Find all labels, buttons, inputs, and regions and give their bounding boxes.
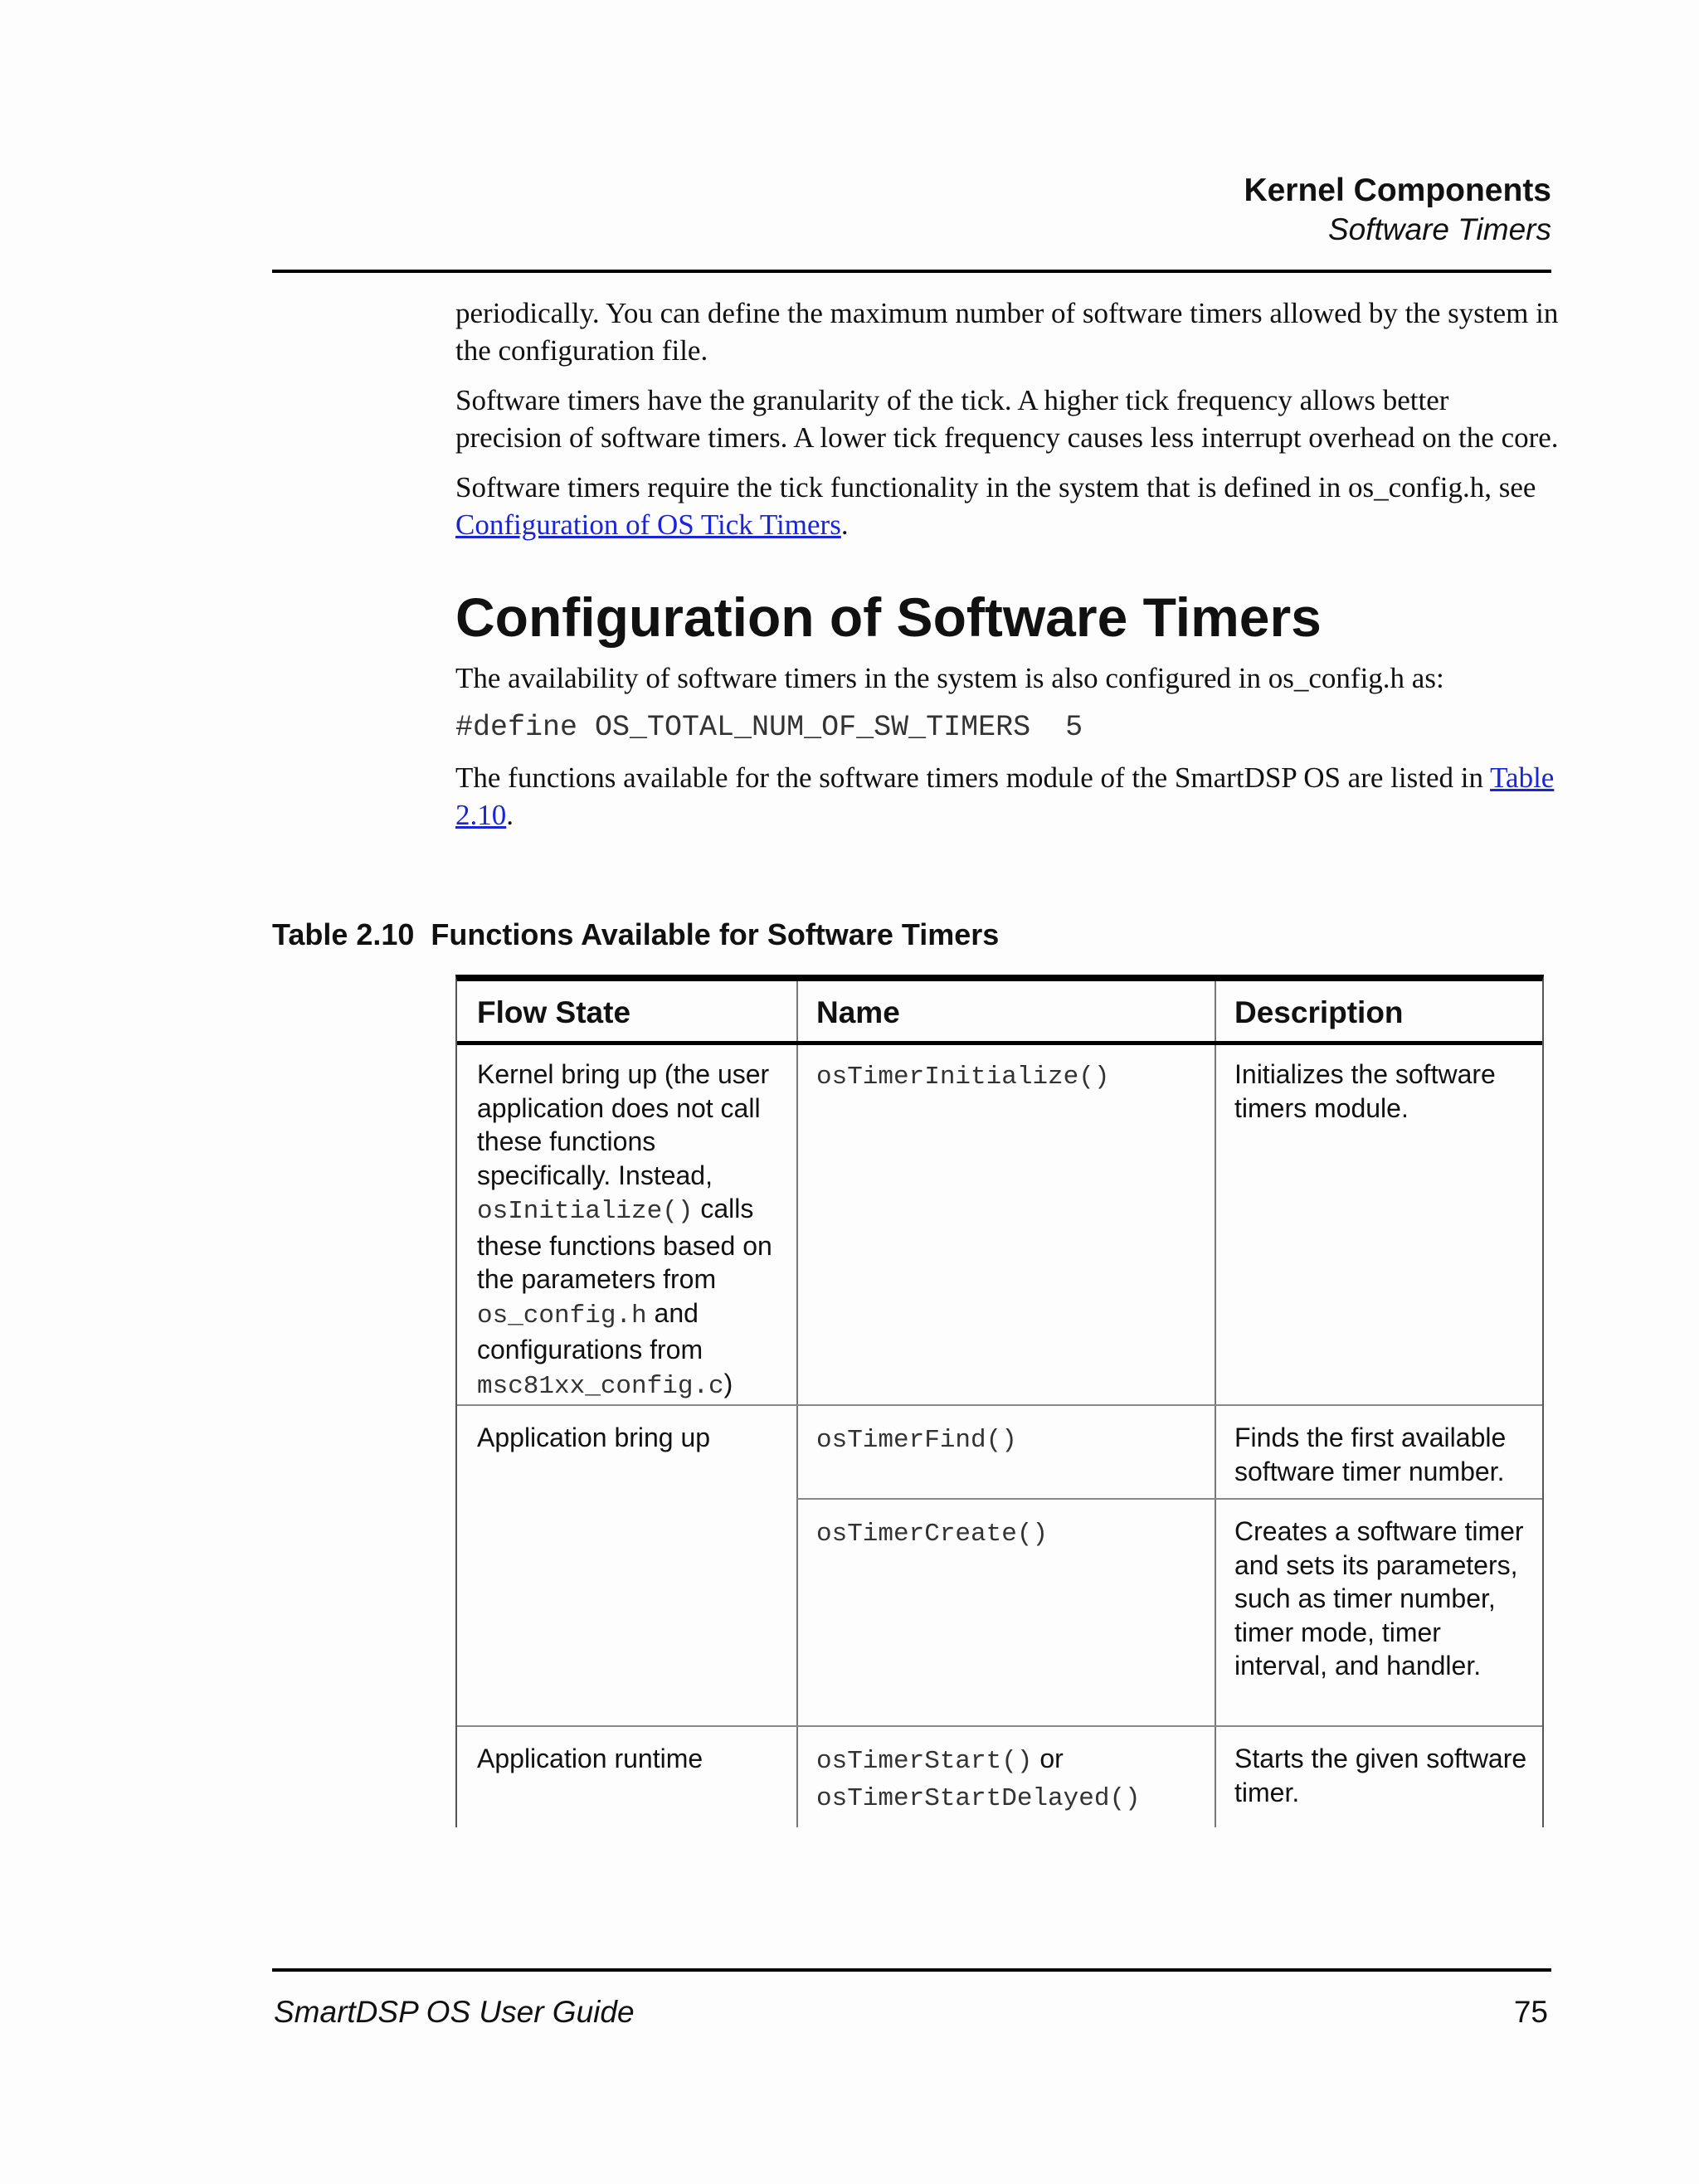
header-description: Description <box>1234 995 1404 1029</box>
row1-name-code: osTimerInitialize() <box>816 1063 1110 1092</box>
row3-name-code-2: osTimerStartDelayed() <box>816 1783 1141 1813</box>
table-caption: Table 2.10 Functions Available for Software Timers <box>272 917 1000 951</box>
row3-name <box>816 1742 1206 1816</box>
row1-flow-text-c: and configurations from <box>477 1297 703 1364</box>
row1-flow-code-1: osInitialize() <box>477 1197 694 1226</box>
row2b-name-code: osTimerCreate() <box>816 1520 1049 1549</box>
row1-name <box>816 1058 1206 1095</box>
section-title: Configuration of Software Timers <box>455 586 1322 648</box>
row-divider-2 <box>457 1725 1542 1727</box>
row1-description: Initializes the software timers module. <box>1234 1059 1496 1123</box>
row1-flow-text-a: Kernel bring up (the user application does not call these functions specifically. Instead, <box>477 1059 770 1190</box>
header-divider <box>272 270 1551 273</box>
running-header-title: Kernel Components <box>1244 173 1551 208</box>
row1-flow-code-2: os_config.h <box>477 1301 647 1330</box>
tick-timers-link[interactable]: Configuration of OS Tick Timers <box>455 508 841 541</box>
page-body <box>455 294 1559 846</box>
section-p2-text: The functions available for the software timers module of the SmartDSP OS are listed in <box>455 761 1491 794</box>
row2b-description: Creates a software timer and sets its parameters, such as timer number, timer mode, timer interval, and handler. <box>1234 1516 1524 1681</box>
row2a-name-code: osTimerFind() <box>816 1426 1017 1455</box>
section-paragraph-2 <box>455 759 1559 834</box>
row3-name-code-1: osTimerStart() <box>816 1747 1033 1776</box>
intro-paragraph-2: Software timers have the granularity of the tick. A higher tick frequency allows better precision of software timers. A lower tick frequency causes less interrupt overhead on the core. <box>455 384 1559 454</box>
section-p2-end: . <box>506 799 514 831</box>
intro-p3-end: . <box>840 508 849 541</box>
row-divider-1 <box>457 1404 1542 1406</box>
row2b-name <box>816 1515 1206 1552</box>
row2-flow-state: Application bring up <box>477 1423 711 1452</box>
row1-flow-state <box>477 1058 786 1403</box>
intro-p3-text: Software timers require the tick functionality in the system that is defined in os_config.h, see <box>455 471 1536 503</box>
row3-description: Starts the given software timer. <box>1234 1744 1527 1807</box>
footer-divider <box>272 1968 1551 1972</box>
row2a-description: Finds the first available software timer number. <box>1234 1423 1507 1486</box>
page-number: 75 <box>1513 1995 1548 2029</box>
running-header-subtitle: Software Timers <box>1327 212 1551 246</box>
define-code-line: #define OS_TOTAL_NUM_OF_SW_TIMERS 5 <box>455 711 1083 744</box>
row1-flow-code-3: msc81xx_config.c <box>477 1371 724 1401</box>
table-ref-link[interactable]: Table 2.10 <box>455 761 1555 831</box>
row1-flow-text-b: calls these functions based on the parameters from <box>477 1194 772 1294</box>
footer-book-title: SmartDSP OS User Guide <box>274 1995 635 2029</box>
row1-flow-text-d: ) <box>723 1368 733 1398</box>
row-divider-sub <box>797 1498 1542 1500</box>
row3-flow-state: Application runtime <box>477 1744 703 1773</box>
table-header-divider <box>457 1041 1542 1045</box>
intro-paragraph-3 <box>455 469 1559 543</box>
section-paragraph-1: The availability of software timers in the system is also configured in os_config.h as: <box>455 662 1444 694</box>
intro-paragraph-1: periodically. You can define the maximum number of software timers allowed by the system in the configuration file. <box>455 297 1559 367</box>
functions-table <box>455 975 1544 1827</box>
header-flow-state: Flow State <box>477 995 631 1029</box>
header-name: Name <box>816 995 900 1029</box>
row3-name-or: or <box>1032 1744 1064 1773</box>
row2a-name <box>816 1421 1206 1458</box>
